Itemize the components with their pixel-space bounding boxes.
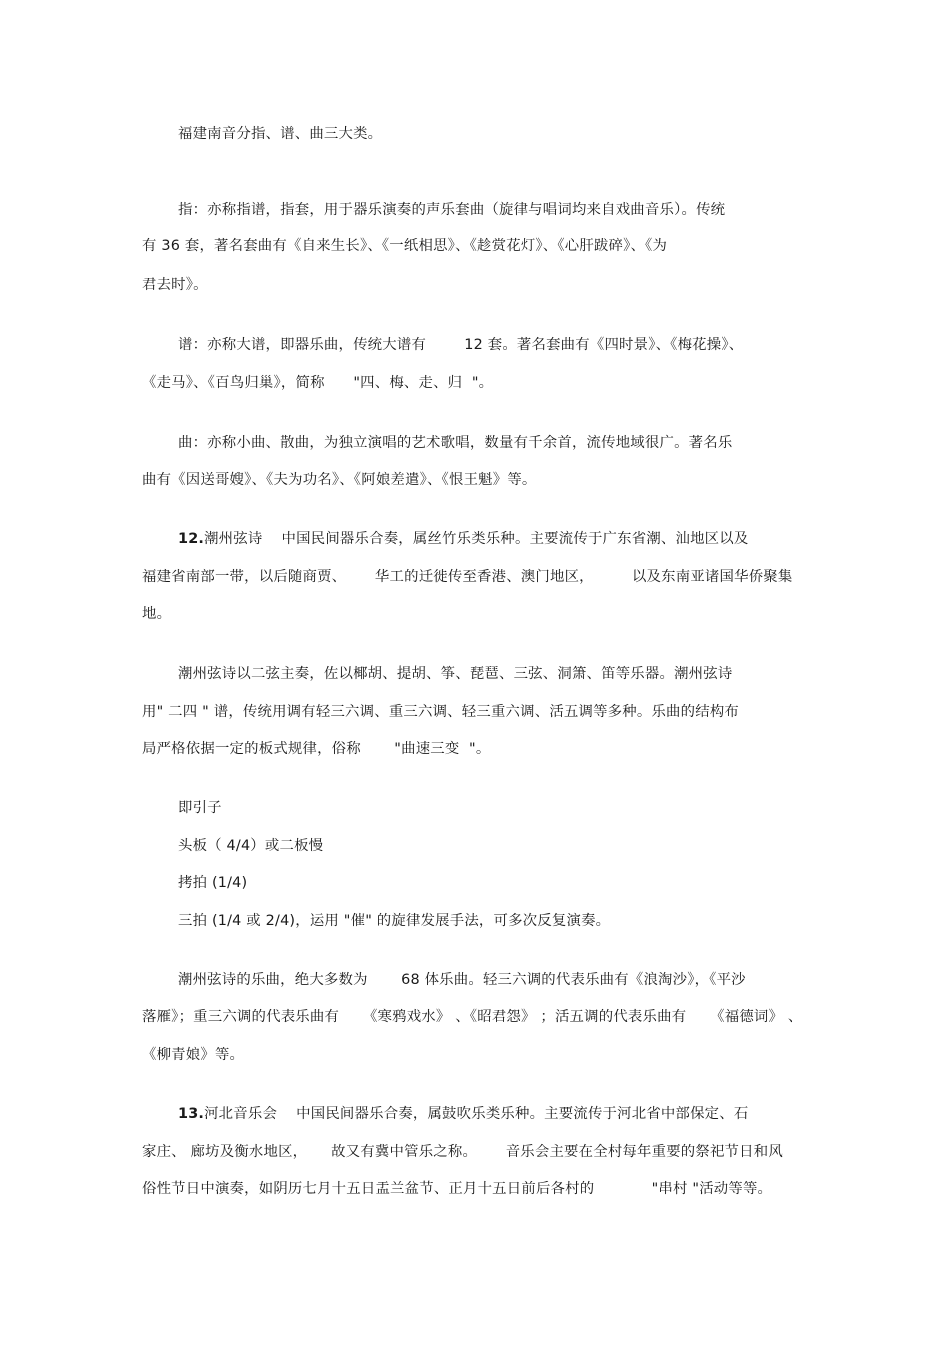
text-line: 君去时》。: [142, 277, 208, 293]
text-line: 局严格依据一定的板式规律，俗称 "曲速三变 "。: [142, 741, 491, 757]
text-line: 俗性节日中演奏，如阴历七月十五日盂兰盆节、正月十五日前后各村的 "串村 "活动等等。: [142, 1181, 773, 1197]
section-heading-line: [178, 529, 748, 549]
text-line: 家庄、 廊坊及衡水地区， 故又有冀中管乐之称。 音乐会主要在全村每年重要的祭祀节日和风: [142, 1144, 783, 1160]
text-line: 潮州弦诗 中国民间器乐合奏，属丝竹乐类乐种。主要流传于广东省潮、汕地区以及: [204, 531, 749, 547]
text-line: 用" 二四 " 谱，传统用调有轻三六调、重三六调、轻三重六调、活五调等多种。乐曲的结构布: [142, 704, 739, 720]
text-line: 《柳青娘》等。: [142, 1047, 245, 1063]
text-line: 《走马》、《百鸟归巢》，简称 "四、梅、走、归 "。: [142, 375, 494, 391]
section-heading-line: [178, 1104, 748, 1124]
text-line: 谱：亦称大谱，即器乐曲，传统大谱有 12 套。著名套曲有《四时景》、《梅花操》、: [178, 337, 744, 353]
text-line: 头板（ 4/4）或二板慢: [178, 838, 324, 854]
text-line: 曲有《因送哥嫂》、《夫为功名》、《阿娘差遣》、《恨王魁》等。: [142, 472, 537, 488]
text-line: 落雁》；重三六调的代表乐曲有 《寒鸦戏水》 、《昭君怨》 ；活五调的代表乐曲有 《福德词》 、: [142, 1009, 803, 1025]
text-line: 潮州弦诗的乐曲，绝大多数为 68 体乐曲。轻三六调的代表乐曲有《浪淘沙》，《平沙: [178, 972, 746, 988]
text-line: 地。: [142, 606, 172, 622]
text-line: 指：亦称指谱，指套，用于器乐演奏的声乐套曲（旋律与唱词均来自戏曲音乐）。传统: [178, 202, 726, 218]
text-line: 福建南音分指、谱、曲三大类。: [178, 126, 383, 142]
text-line: 即引子: [178, 800, 222, 816]
section-number: 12.: [178, 531, 205, 547]
text-line: 有 36 套，著名套曲有《自来生长》、《一纸相思》、《趁赏花灯》、《心肝跋碎》、《为: [142, 238, 668, 254]
text-line: 潮州弦诗以二弦主奏，佐以椰胡、提胡、筝、琵琶、三弦、洞箫、笛等乐器。潮州弦诗: [178, 666, 733, 682]
text-line: 福建省南部一带，以后随商贾、 华工的迁徙传至香港、澳门地区， 以及东南亚诸国华侨聚集: [142, 569, 793, 585]
section-number: 13.: [178, 1106, 205, 1122]
text-line: 曲：亦称小曲、散曲，为独立演唱的艺术歌唱，数量有千余首，流传地域很广。著名乐: [178, 435, 733, 451]
text-line: 河北音乐会 中国民间器乐合奏，属鼓吹乐类乐种。主要流传于河北省中部保定、石: [204, 1106, 749, 1122]
text-line: 三拍 (1/4 或 2/4)，运用 "催" 的旋律发展手法，可多次反复演奏。: [178, 913, 611, 929]
text-line: 拷拍 (1/4): [178, 875, 248, 891]
